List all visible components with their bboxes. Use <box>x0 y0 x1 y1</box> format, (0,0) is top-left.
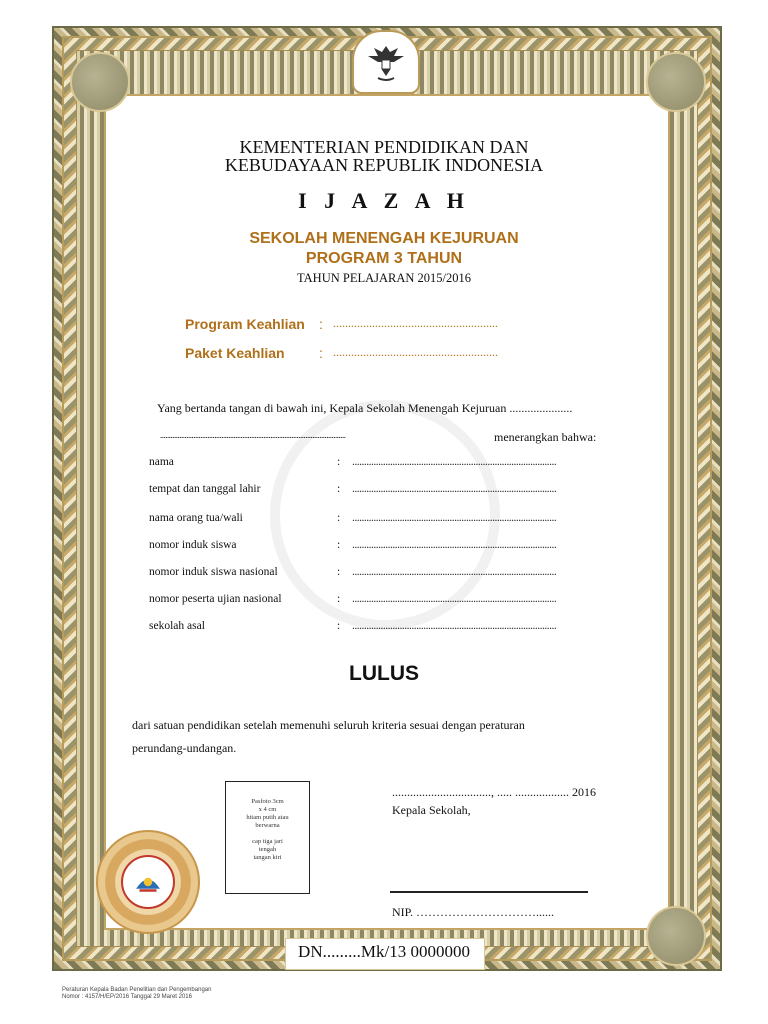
field-label-exam-number: nomor peserta ujian nasional <box>149 593 282 605</box>
intro-line2-end: menerangkan bahwa: <box>494 430 597 444</box>
intro-line2-dots: .......................................................................................................... <box>160 430 346 440</box>
field-colon: : <box>337 539 341 551</box>
field-value-previous-school: ...................................................................................... <box>352 620 557 632</box>
serial-number: DN.........Mk/13 0000000 <box>298 942 470 961</box>
school-type-line1: SEKOLAH MENENGAH KEJURUAN <box>249 230 519 247</box>
school-type-line2: PROGRAM 3 TAHUN <box>305 250 463 267</box>
field-value-birth: ...................................................................................... <box>352 483 557 495</box>
photo-placeholder-box <box>225 781 310 894</box>
footer-regulation-line2: Nomor : 4157/H/EP/2016 Tanggal 29 Maret 2016 <box>62 994 192 1000</box>
corner-medallion-top-left <box>70 52 130 112</box>
field-label-parent: nama orang tua/wali <box>149 512 243 524</box>
field-value-exam-number: ...................................................................................... <box>352 593 557 605</box>
photo-text-line: cap tiga jari <box>252 838 283 845</box>
closing-line1: dari satuan pendidikan setelah memenuhi seluruh kriteria sesuai dengan peraturan <box>132 718 525 732</box>
garuda-emblem-icon <box>352 30 420 94</box>
program-colon: : <box>319 316 323 332</box>
signing-date-line: ................................., ..... .................. 2016 <box>392 785 596 799</box>
result-status: LULUS <box>349 662 419 685</box>
field-label-name: nama <box>149 456 174 468</box>
signature-line <box>390 891 588 893</box>
photo-text-line: berwarna <box>255 822 280 829</box>
academic-year: TAHUN PELAJARAN 2015/2016 <box>297 271 471 285</box>
principal-nip: NIP. …………………………...... <box>392 905 555 919</box>
field-colon: : <box>337 620 341 632</box>
photo-text-line: hitam putih atau <box>246 814 289 821</box>
field-label-student-number: nomor induk siswa <box>149 539 237 551</box>
field-colon: : <box>337 566 341 578</box>
photo-text-line: x 4 cm <box>258 806 277 813</box>
field-colon: : <box>337 483 341 495</box>
photo-text-line: tangan kiri <box>253 854 282 861</box>
photo-text-line: tengah <box>258 846 277 853</box>
closing-line2: perundang-undangan. <box>132 741 237 755</box>
field-label-national-student-number: nomor induk siswa nasional <box>149 566 278 578</box>
program-label: Program Keahlian <box>185 316 305 332</box>
tut-wuri-handayani-seal-icon <box>96 830 200 934</box>
field-colon: : <box>337 512 341 524</box>
package-value: ....................................................... <box>333 345 498 359</box>
intro-line1: Yang bertanda tangan di bawah ini, Kepala Sekolah Menengah Kejuruan ..................... <box>157 401 573 415</box>
program-value: ....................................................... <box>333 316 498 330</box>
package-label: Paket Keahlian <box>185 345 285 361</box>
footer-regulation-line1: Peraturan Kepala Badan Penelitian dan Pengembangan <box>62 987 212 993</box>
photo-text-line: Pasfoto 3cm <box>251 798 284 805</box>
field-value-name: ...................................................................................... <box>352 456 557 468</box>
field-colon: : <box>337 593 341 605</box>
field-label-previous-school: sekolah asal <box>149 620 205 632</box>
package-colon: : <box>319 345 323 361</box>
field-value-national-student-number: ...................................................................................... <box>352 566 557 578</box>
field-value-parent: ...................................................................................... <box>352 512 557 524</box>
field-value-student-number: ...................................................................................... <box>352 539 557 551</box>
document-title: I J A Z A H <box>298 188 470 213</box>
corner-medallion-top-right <box>646 52 706 112</box>
ministry-name-line1: KEMENTERIAN PENDIDIKAN DAN <box>239 137 529 157</box>
principal-title: Kepala Sekolah, <box>392 803 471 817</box>
ministry-name-line2: KEBUDAYAAN REPUBLIK INDONESIA <box>224 155 544 175</box>
photo-text-spacer <box>226 830 309 838</box>
field-label-birth: tempat dan tanggal lahir <box>149 483 261 495</box>
field-colon: : <box>337 456 341 468</box>
